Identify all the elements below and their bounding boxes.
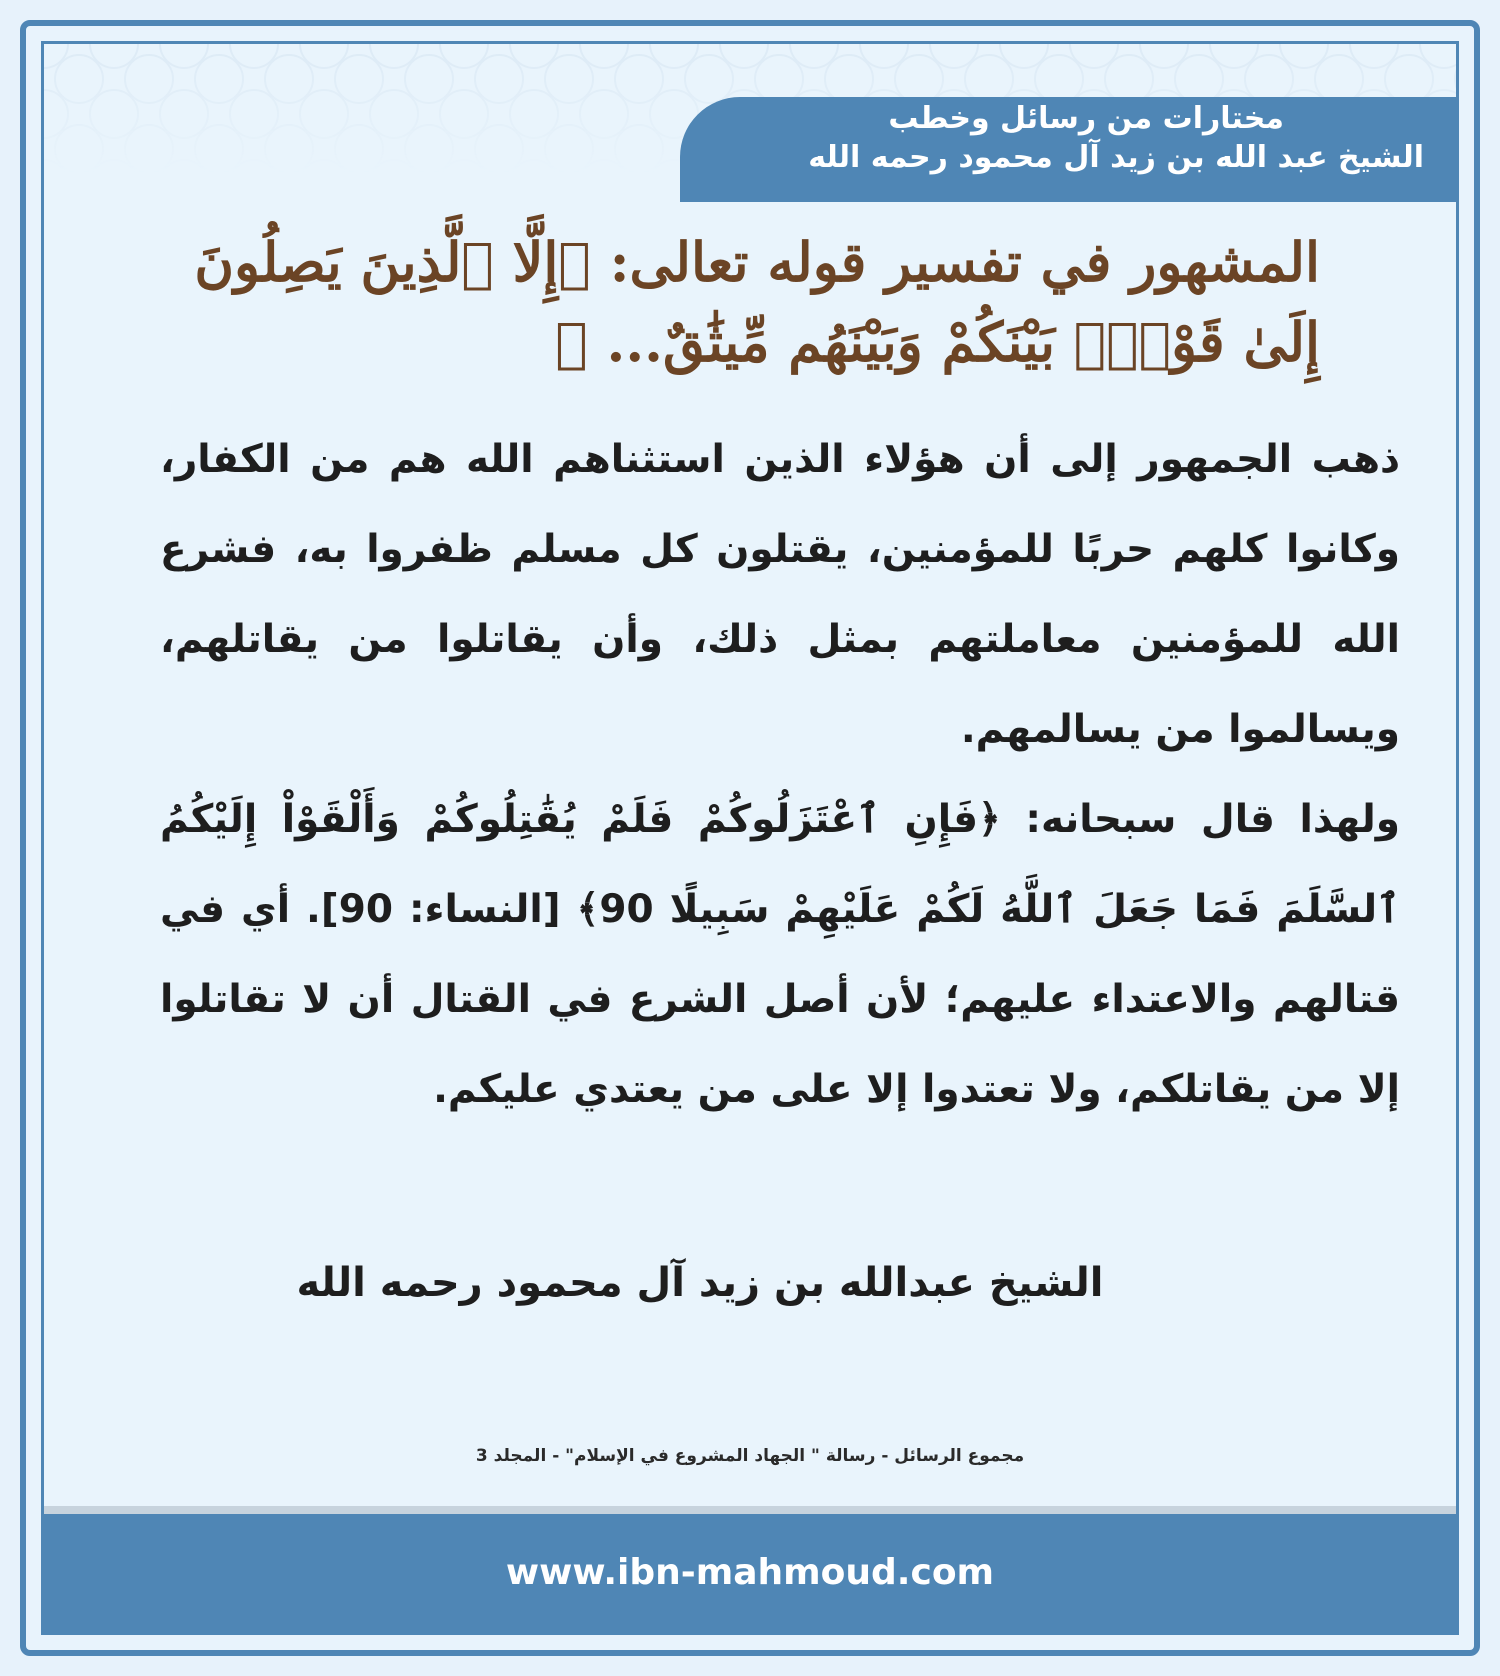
website-link[interactable]: www.ibn-mahmoud.com [505,1552,995,1593]
article-title: المشهور في تفسير قوله تعالى: ﴿إِلَّا ٱلَّذِينَ يَصِلُونَ إِلَىٰ قَوْمِۭ بَيْنَكُمْ وَبَيْنَهُم مِّيثَٰقٌ... ﴾ [194,230,1320,374]
article-body [160,415,1400,1135]
header-subtitle: مختارات من رسائل وخطب [888,101,1284,136]
header-banner [680,97,1456,202]
source-citation: مجموع الرسائل - رسالة " الجهاد المشروع في الإسلام" - المجلد 3 [475,1446,1025,1466]
footer-bar [44,1514,1456,1632]
body-paragraph-1: ذهب الجمهور إلى أن هؤلاء الذين استثناهم الله هم من الكفار، وكانوا كلهم حربًا للمؤمنين، يقتلون كل مسلم ظفروا به، فشرع الله للمؤمنين معاملتهم بمثل ذلك، وأن يقاتلوا من يقاتلهم، ويسالموا من يسالمهم. [160,437,1400,752]
signature: الشيخ عبدالله بن زيد آل محمود رحمه الله [296,1260,1104,1306]
header-author: الشيخ عبد الله بن زيد آل محمود رحمه الله [808,140,1424,175]
body-paragraph-2: ولهذا قال سبحانه: ﴿فَإِنِ ٱعْتَزَلُوكُمْ فَلَمْ يُقَٰتِلُوكُمْ وَأَلْقَوْاْ إِلَيْكُمُ ٱلسَّلَمَ فَمَا جَعَلَ ٱللَّهُ لَكُمْ عَلَيْهِمْ سَبِيلًا 90﴾ [النساء: 90]. أي في قتالهم والاعتداء عليهم؛ لأن أصل الشرع في القتال أن لا تقاتلوا إلا من يقاتلكم، ولا تعتدوا إلا على من يعتدي عليكم. [160,797,1400,1112]
